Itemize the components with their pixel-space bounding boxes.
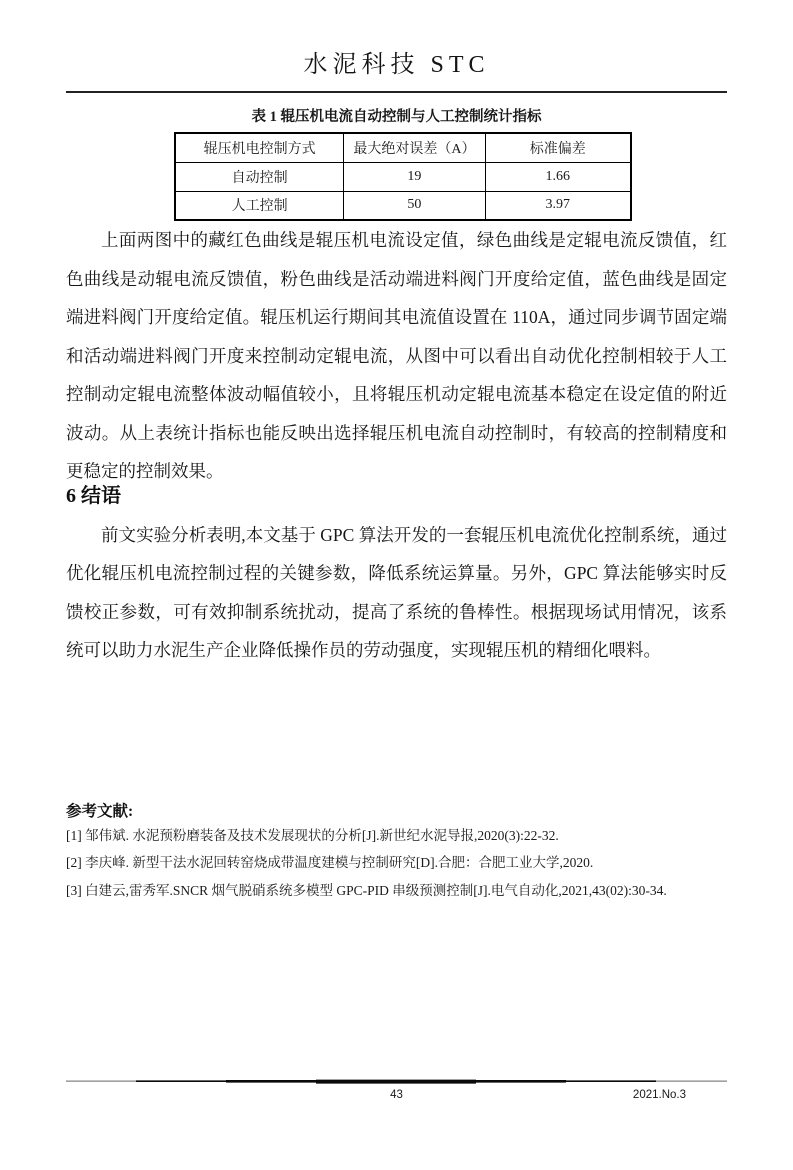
- page: [0, 48, 793, 1170]
- table-cell: 50: [344, 191, 485, 220]
- page-footer: [66, 1078, 727, 1118]
- table-cell: 1.66: [485, 162, 631, 191]
- reference-item: [1] 邹伟斌. 水泥预粉磨装备及技术发展现状的分析[J].新世纪水泥导报,2020(3):22-32.: [66, 827, 559, 843]
- footer-texts: [66, 1089, 727, 1105]
- footer-page-number: 43: [390, 1089, 403, 1101]
- column-header-max-abs-error: 最大绝对误差（A）: [344, 133, 485, 162]
- table-row-manual-control: [175, 191, 631, 220]
- column-header-std-deviation: 标准偏差: [485, 133, 631, 162]
- header-divider: [66, 91, 727, 93]
- references-section: [66, 801, 727, 905]
- stats-table: [174, 132, 632, 221]
- table-cell: 3.97: [485, 191, 631, 220]
- footer-decorative-rule: [66, 1078, 727, 1086]
- table-caption: 表 1 辊压机电流自动控制与人工控制统计指标: [251, 109, 542, 125]
- table-cell: 人工控制: [175, 191, 344, 220]
- body-paragraph-analysis: 上面两图中的藏红色曲线是辊压机电流设定值，绿色曲线是定辊电流反馈值，红色曲线是动辊电流反馈值，粉色曲线是活动端进料阀门开度给定值，蓝色曲线是固定端进料阀门开度给定值。辊压机运行期间其电流值设置在 110A，通过同步调节固定端和活动端进料阀门开度来控制动定辊电流，从图中可以看出自动优化控制相较于人工控制动定辊电流整体波动幅值较小，且将辊压机动定辊电流基本稳定在设定值的附近波动。从上表统计指标也能反映出选择辊压机电流自动控制时，有较高的控制精度和更稳定的控制效果。: [66, 230, 727, 481]
- journal-title: 水泥科技 STC: [303, 52, 490, 78]
- footer-issue-label: 2021.No.3: [632, 1089, 686, 1101]
- table-header-row: [175, 133, 631, 162]
- table-row-auto-control: [175, 162, 631, 191]
- body-paragraph-conclusion: 前文实验分析表明,本文基于 GPC 算法开发的一套辊压机电流优化控制系统，通过优化辊压机电流控制过程的关键参数，降低系统运算量。另外，GPC 算法能够实时反馈校正参数，可有效抑制系统扰动，提高了系统的鲁棒性。根据现场试用情况，该系统可以助力水泥生产企业降低操作员的劳动强度，实现辊压机的精细化喂料。: [66, 524, 727, 660]
- column-header-control-method: 辊压机电控制方式: [175, 133, 344, 162]
- table-cell: 19: [344, 162, 485, 191]
- section-heading-conclusion: 6 结语: [66, 484, 121, 507]
- table-cell: 自动控制: [175, 162, 344, 191]
- reference-item: [2] 李庆峰. 新型干法水泥回转窑烧成带温度建模与控制研究[D].合肥：合肥工业大学,2020.: [66, 855, 594, 870]
- reference-item: [3] 白建云,雷秀军.SNCR 烟气脱硝系统多模型 GPC-PID 串级预测控制[J].电气自动化,2021,43(02):30-34.: [66, 882, 667, 898]
- references-heading: 参考文献:: [66, 802, 134, 820]
